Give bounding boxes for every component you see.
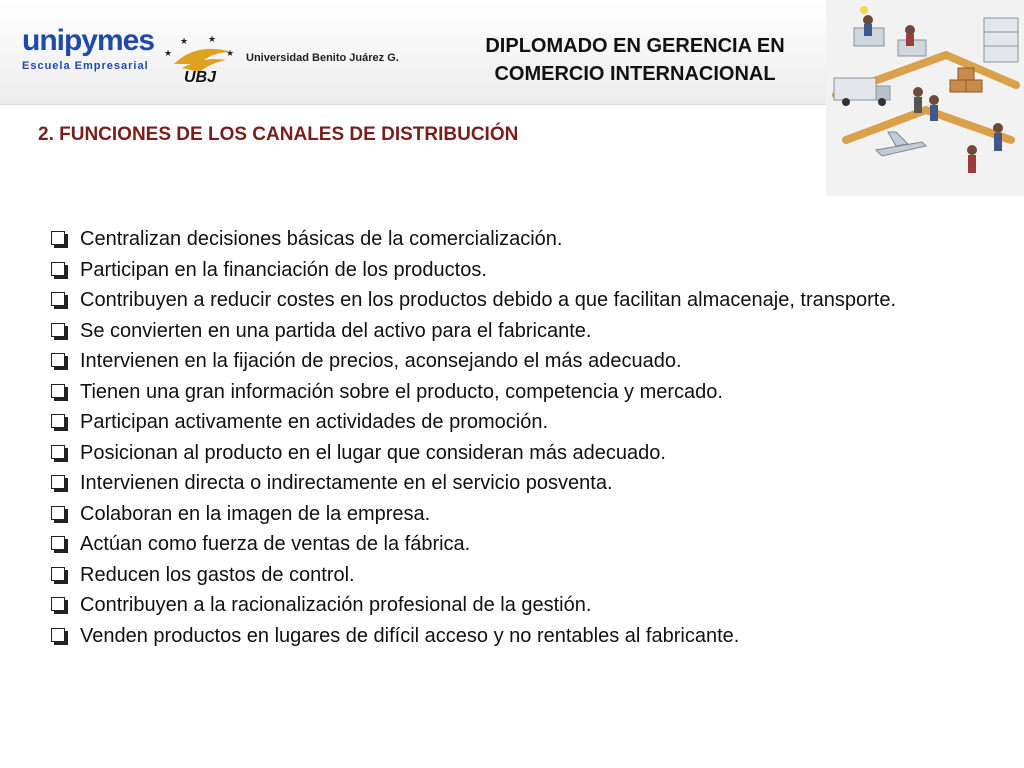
university-name: Universidad Benito Juárez G. (246, 52, 399, 64)
ubj-star-icon: ★ (208, 34, 217, 44)
checkbox-bullet-icon (51, 353, 65, 367)
unipymes-logo-subtitle: Escuela Empresarial (22, 60, 149, 72)
functions-list (48, 224, 968, 651)
list-item-text: Intervienen directa o indirectamente en el servicio posventa. (80, 472, 613, 494)
list-item (48, 560, 968, 591)
ubj-star-icon: ★ (180, 36, 189, 46)
list-item-text: Contribuyen a reducir costes en los productos debido a que facilitan almacenaje, transporte. (80, 289, 897, 311)
checkbox-bullet-icon (51, 536, 65, 550)
checkbox-bullet-icon (51, 262, 65, 276)
warehouse-shelves-icon (984, 18, 1018, 62)
list-item-text: Venden productos en lugares de difícil acceso y no rentables al fabricante. (80, 624, 740, 647)
page-title (450, 32, 820, 88)
logistics-illustration (826, 0, 1024, 196)
checkbox-bullet-icon (51, 628, 65, 642)
checkbox-bullet-icon (51, 475, 65, 489)
list-item-text: Reducen los gastos de control. (80, 563, 355, 586)
checkbox-bullet-icon (51, 292, 65, 306)
list-item (48, 529, 968, 560)
list-item (48, 224, 968, 255)
list-item (48, 407, 968, 438)
ubj-logo (160, 34, 240, 86)
list-item-text: Centralizan decisiones básicas de la comercialización. (80, 228, 563, 250)
unipymes-logo (22, 26, 154, 72)
checkbox-bullet-icon (51, 384, 65, 398)
list-item-text: Participan en la financiación de los productos. (80, 258, 487, 281)
list-item (48, 285, 968, 316)
checkbox-bullet-icon (51, 567, 65, 581)
list-item-text: Actúan como fuerza de ventas de la fábrica. (80, 533, 471, 555)
list-item (48, 316, 968, 347)
list-item (48, 590, 968, 621)
list-item-text: Intervienen en la fijación de precios, aconsejando el más adecuado. (80, 350, 682, 372)
list-item-text: Se convierten en una partida del activo para el fabricante. (80, 319, 592, 342)
list-item-text: Contribuyen a la racionalización profesional de la gestión. (80, 594, 592, 616)
list-item-text: Tienen una gran información sobre el producto, competencia y mercado. (80, 380, 723, 403)
list-item (48, 346, 968, 377)
list-item-text: Participan activamente en actividades de promoción. (80, 411, 549, 433)
checkbox-bullet-icon (51, 414, 65, 428)
checkbox-bullet-icon (51, 323, 65, 337)
list-item (48, 255, 968, 286)
page-title-line-2: COMERCIO INTERNACIONAL (494, 63, 776, 85)
checkbox-bullet-icon (51, 506, 65, 520)
ubj-star-icon: ★ (164, 48, 173, 58)
list-item (48, 438, 968, 469)
section-title: 2. FUNCIONES DE LOS CANALES DE DISTRIBUCIÓN (38, 124, 519, 145)
unipymes-logo-name: unipymes (22, 24, 155, 57)
list-item (48, 499, 968, 530)
list-item-text: Posicionan al producto en el lugar que consideran más adecuado. (80, 441, 666, 464)
checkbox-bullet-icon (51, 231, 65, 245)
checkbox-bullet-icon (51, 445, 65, 459)
ubj-star-icon: ★ (226, 48, 235, 58)
list-item (48, 621, 968, 652)
ubj-monogram-icon: UBJ (184, 69, 217, 86)
list-item (48, 468, 968, 499)
lightbulb-icon (860, 6, 868, 14)
page-title-line-1: DIPLOMADO EN GERENCIA EN (485, 35, 785, 57)
list-item (48, 377, 968, 408)
list-item-text: Colaboran en la imagen de la empresa. (80, 502, 431, 525)
checkbox-bullet-icon (51, 597, 65, 611)
